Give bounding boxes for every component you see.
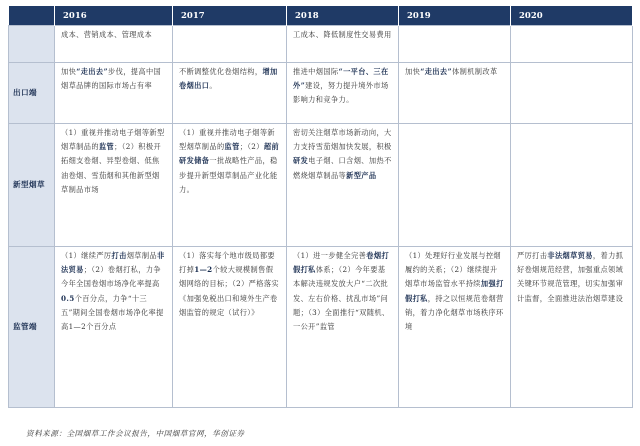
table-cell bbox=[399, 124, 511, 247]
table-cell bbox=[511, 26, 633, 63]
bold-run: “一平台、三在外” bbox=[293, 67, 389, 91]
bold-run: 监管 bbox=[224, 142, 240, 152]
table-cell bbox=[173, 247, 287, 408]
bold-run: 研发 bbox=[293, 156, 309, 166]
bold-run: 新型产品 bbox=[346, 170, 377, 180]
row-label: 监管端 bbox=[9, 247, 55, 408]
bold-run: 非法烟草贸易 bbox=[547, 251, 593, 260]
bold-run: “走出去” bbox=[76, 67, 109, 76]
bold-run: 1—2 bbox=[194, 265, 213, 275]
text-run: 一批战略性产品，稳步提升新型烟草制品产业化能力。 bbox=[179, 156, 278, 194]
bold-run: 打击 bbox=[111, 251, 127, 260]
bold-run: 增加卷烟出口 bbox=[179, 67, 278, 91]
table-row-regulation bbox=[9, 247, 633, 408]
row-label: 出口端 bbox=[9, 63, 55, 124]
table-row-export bbox=[9, 63, 633, 124]
text-run: 。 bbox=[209, 81, 217, 91]
table-cell bbox=[511, 247, 633, 408]
table-cell bbox=[55, 63, 173, 124]
text-run: 不断调整优化卷烟结构， bbox=[179, 67, 263, 76]
text-run: 加快 bbox=[61, 67, 77, 76]
text-run: 步伐，提高中国烟草品牌的国际市场占有率 bbox=[61, 67, 162, 91]
bold-run: “走出去” bbox=[420, 67, 453, 76]
text-run: （1）重视并推动电子烟等新型烟草制品的 bbox=[179, 128, 276, 152]
header-2019: 2019 bbox=[399, 6, 511, 26]
table-cell bbox=[55, 124, 173, 247]
table-cell bbox=[173, 26, 287, 63]
table-cell bbox=[287, 63, 399, 124]
text-run: 密切关注烟草市场新动向，大力支持雪茄烟加快发展，积极 bbox=[293, 128, 392, 152]
source-note: 资料来源：全国烟草工作会议报告，中国烟草官网，华创证券 bbox=[26, 429, 245, 438]
text-run: 推进中烟国际 bbox=[293, 67, 339, 76]
table-cell bbox=[399, 63, 511, 124]
text-run: （1）落实每个地市级局都要打掉 bbox=[179, 251, 276, 275]
bold-run: 非法贸易 bbox=[61, 251, 165, 275]
text-run: ；（2）卷烟打私，力争今年全国卷烟市场净化率提高 bbox=[61, 265, 162, 289]
text-run: 体系；（2）今年要基本解决违规发放大户“二次批发、左右价格、扰乱市场”问题；（3）全面推行“双随机、一公开”监管 bbox=[293, 265, 390, 332]
table-cell bbox=[399, 26, 511, 63]
table-cell bbox=[55, 247, 173, 408]
text-run: （1）处理好行业发展与控烟履约的关系；（2）继续提升烟草市场监管水平持续 bbox=[405, 251, 502, 289]
text-run: 工成本、降低制度性交易费用 bbox=[293, 30, 392, 39]
text-run: 烟草制品 bbox=[126, 251, 158, 260]
text-run: （1）进一步健全完善 bbox=[293, 251, 367, 260]
header-2018: 2018 bbox=[287, 6, 399, 26]
table-cell bbox=[287, 124, 399, 247]
text-run: 个百分点，力争“十三五”期间全国卷烟市场净化率提高1—2个百分点 bbox=[61, 293, 164, 332]
row-label: 新型烟草 bbox=[9, 124, 55, 247]
table-cell bbox=[55, 26, 173, 63]
bold-run: 超前研发储备 bbox=[179, 142, 280, 166]
table-cell bbox=[399, 247, 511, 408]
header-blank bbox=[9, 6, 55, 26]
table-cell bbox=[287, 247, 399, 408]
text-run: ，持之以恒规范卷烟营销，着力净化烟草市场秩序环境 bbox=[405, 293, 504, 332]
text-run: 成本、营销成本、管理成本 bbox=[61, 30, 153, 39]
bold-run: 0.5 bbox=[61, 293, 75, 303]
table-cell bbox=[287, 26, 399, 63]
table-cell bbox=[511, 124, 633, 247]
bold-run: 监管 bbox=[98, 142, 115, 152]
text-run: 电子烟、口含烟、加热不燃烧烟草制品等 bbox=[293, 156, 392, 180]
text-run: ；（2） bbox=[239, 142, 264, 152]
text-run: 体制机制改革 bbox=[452, 67, 498, 76]
row-label bbox=[9, 26, 55, 63]
table-cell bbox=[173, 124, 287, 247]
table-row-new-tobacco bbox=[9, 124, 633, 247]
text-run: （1）重视并推动电子烟等新型烟草制品的 bbox=[61, 128, 165, 152]
header-2016: 2016 bbox=[55, 6, 173, 26]
policy-table-container bbox=[8, 6, 632, 408]
bold-run: 卷烟打假打私 bbox=[293, 251, 390, 275]
text-run: ；（2）积极开拓细支卷烟、异型卷烟、低焦油卷烟、雪茄烟和其他新型烟草制品市场 bbox=[61, 142, 162, 194]
table-cell bbox=[511, 63, 633, 124]
table-row-cost bbox=[9, 26, 633, 63]
policy-table bbox=[8, 6, 633, 408]
text-run: ，着力抓好卷烟规范经营，加强重点领域关键环节规范管理，切实加强审计监督，全面推进法治烟草建设 bbox=[517, 251, 624, 303]
table-cell bbox=[173, 63, 287, 124]
text-run: 加快 bbox=[405, 67, 421, 76]
bold-run: 加强打假打私 bbox=[405, 279, 504, 303]
text-run: 个较大规模制售假烟网络的目标；（2）严格落实《加强免税出口和境外生产卷烟监管的规定（试行）》 bbox=[179, 265, 280, 317]
text-run: 建设，努力提升境外市场影响力和竞争力。 bbox=[293, 81, 389, 105]
text-run: 严厉打击 bbox=[517, 251, 548, 260]
header-row bbox=[9, 6, 633, 26]
header-2020: 2020 bbox=[511, 6, 633, 26]
header-2017: 2017 bbox=[173, 6, 287, 26]
text-run: （1）继续严厉 bbox=[61, 251, 112, 260]
